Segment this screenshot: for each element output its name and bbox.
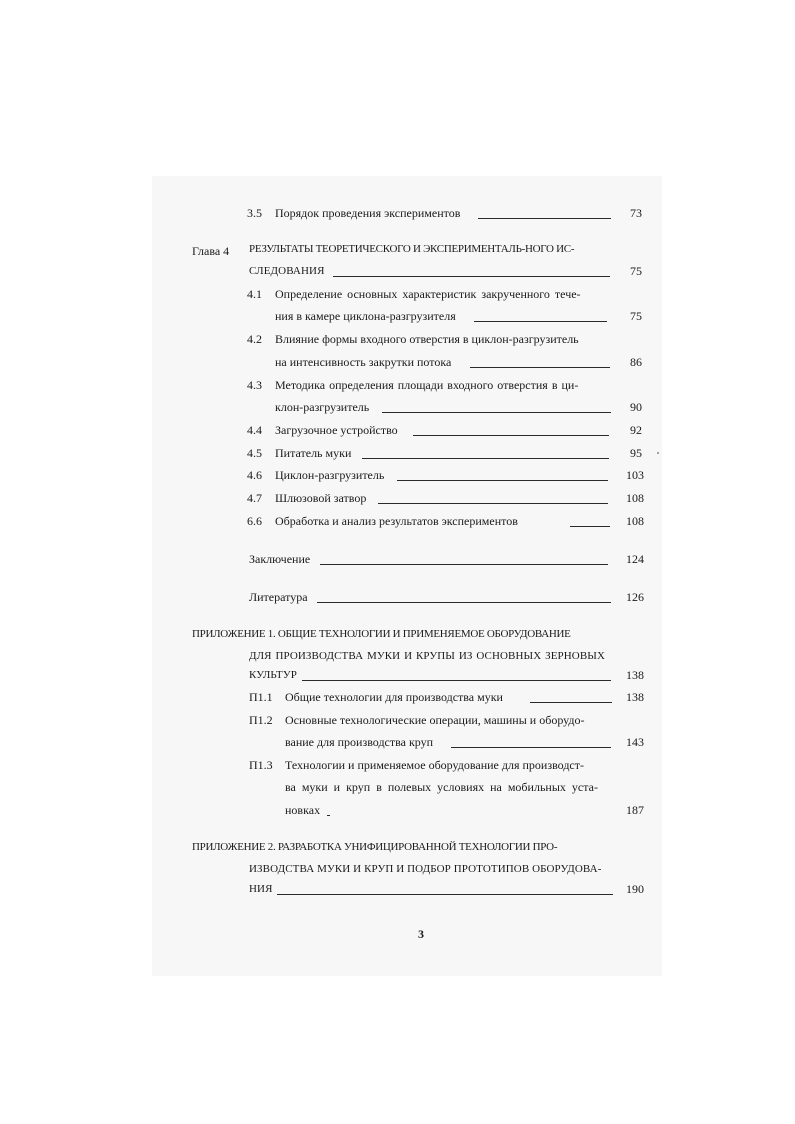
leader-line [333,276,610,277]
leader-line [397,480,608,481]
toc-num: 4.4 [247,423,262,437]
toc-title: Шлюзовой затвор [275,491,367,505]
toc-page: 126 [626,590,644,604]
toc-page: 75 [630,264,642,278]
toc-page: 73 [630,206,642,220]
chapter-title-line1: РЕЗУЛЬТАТЫ ТЕОРЕТИЧЕСКОГО И ЭКСПЕРИМЕНТАЛЬ-НОГО ИС- [249,243,575,255]
toc-title: Порядок проведения экспериментов [275,206,461,220]
leader-line [327,815,330,816]
leader-line [570,526,610,527]
toc-page: 143 [626,735,644,749]
leader-line [277,894,613,895]
toc-num: 4.1 [247,287,262,301]
toc-page: 124 [626,552,644,566]
toc-page: 108 [626,491,644,505]
toc-page: 95 [630,446,642,460]
toc-num: П1.3 [249,758,273,772]
toc-num: 4.3 [247,378,262,392]
appendix-title-line3: НИЯ [249,883,273,895]
leader-line [413,435,609,436]
toc-num: 4.5 [247,446,262,460]
toc-title: Обработка и анализ результатов экспериментов [275,514,518,528]
toc-title-line2: вание для производства круп [285,735,434,749]
toc-title-line3: новках [285,803,321,817]
toc-title-line1: Определение основных характеристик закрученного тече- [275,287,581,301]
appendix-title-line1: ПРИЛОЖЕНИЕ 2. РАЗРАБОТКА УНИФИЦИРОВАННОЙ ТЕХНОЛОГИИ ПРО- [192,841,558,853]
chapter-title-line2: СЛЕДОВАНИЯ [249,265,325,277]
toc-title-line2: на интенсивность закрутки потока [275,355,452,369]
toc-page: 92 [630,423,642,437]
appendix-title-line2: ИЗВОДСТВА МУКИ И КРУП И ПОДБОР ПРОТОТИПОВ ОБОРУДОВА- [249,863,602,875]
appendix-title-line3: КУЛЬТУР [249,669,297,681]
toc-page: 103 [626,468,644,482]
toc-num: 4.7 [247,491,262,505]
toc-page: 138 [626,668,644,682]
toc-title-line1: Технологии и применяемое оборудование для производст- [285,758,584,772]
leader-line [320,564,608,565]
scan-speck [657,452,659,454]
toc-num: 4.2 [247,332,262,346]
leader-line [474,321,607,322]
leader-line [478,218,611,219]
toc-page: 187 [626,803,644,817]
toc-title: Циклон-разгрузитель [275,468,385,482]
toc-num: П1.1 [249,690,273,704]
toc-page: 75 [630,309,642,323]
toc-title: Литература [249,590,308,604]
leader-line [451,747,611,748]
toc-title: Заключение [249,552,311,566]
leader-line [530,702,612,703]
toc-title-line1: Методика определения площади входного отверстия в ци- [275,378,579,392]
toc-title-line2: ния в камере циклона-разгрузителя [275,309,456,323]
appendix-title-line2: ДЛЯ ПРОИЗВОДСТВА МУКИ И КРУПЫ ИЗ ОСНОВНЫХ ЗЕРНОВЫХ [249,650,606,662]
leader-line [470,367,610,368]
toc-title: Загрузочное устройство [275,423,398,437]
leader-line [382,412,611,413]
toc-title: Общие технологии для производства муки [285,690,503,704]
toc-num: 3.5 [247,206,262,220]
page-number: 3 [418,927,424,941]
toc-page: 138 [626,690,644,704]
toc-title-line1: Влияние формы входного отверстия в циклон-разгрузитель [275,332,579,346]
leader-line [302,680,611,681]
leader-line [362,458,609,459]
toc-page: 90 [630,400,642,414]
leader-line [378,503,608,504]
toc-num: П1.2 [249,713,273,727]
toc-title-line2: клон-разгрузитель [275,400,370,414]
toc-num: 6.6 [247,514,262,528]
toc-title: Питатель муки [275,446,352,460]
toc-title-line1: Основные технологические операции, машины и оборудо- [285,713,585,727]
chapter-label: Глава 4 [192,244,230,258]
toc-page: 86 [630,355,642,369]
appendix-title-line1: ПРИЛОЖЕНИЕ 1. ОБЩИЕ ТЕХНОЛОГИИ И ПРИМЕНЯЕМОЕ ОБОРУДОВАНИЕ [192,628,571,640]
toc-num: 4.6 [247,468,262,482]
toc-page: 190 [626,882,644,896]
leader-line [317,602,611,603]
toc-title-line2: ва муки и круп в полевых условиях на мобильных уста- [285,780,598,794]
toc-page: 108 [626,514,644,528]
